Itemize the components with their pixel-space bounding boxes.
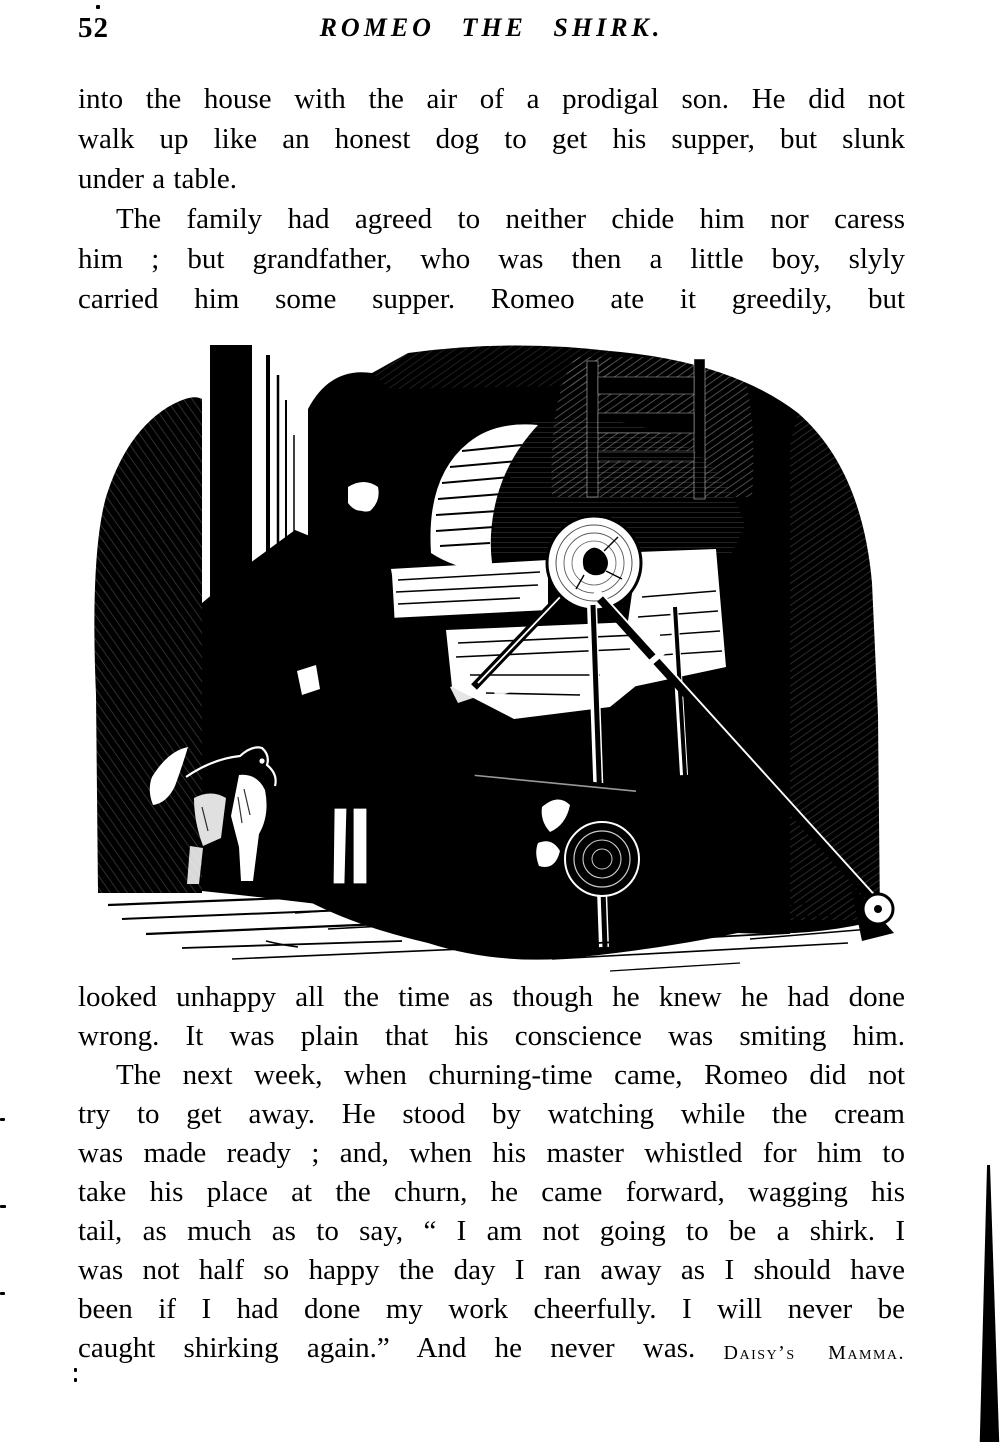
author-attribution: Daisy’s Mamma. — [723, 1342, 906, 1364]
page-number: 52 — [78, 12, 109, 44]
text-line: looked unhappy all the time as though he knew he had done — [78, 981, 905, 1013]
left-dark-mass — [94, 397, 202, 893]
ink-speck — [96, 5, 100, 9]
text-line: carried him some supper. Romeo ate it greedily, but — [78, 283, 905, 315]
ink-speck — [74, 1378, 77, 1382]
text-line: tail, as much as to say, “ I am not going to be a shirk. I — [78, 1215, 905, 1247]
text-block-lower — [78, 978, 905, 1368]
text-line: The family had agreed to neither chide him nor caress — [116, 203, 905, 235]
text-block-upper — [78, 79, 905, 319]
final-sentence: caught shirking again.” And he never was. — [78, 1332, 696, 1364]
text-line: The next week, when churning-time came, Romeo did not — [116, 1059, 905, 1091]
text-line: was made ready ; and, when his master whistled for him to — [78, 1137, 905, 1169]
running-title: ROMEO THE SHIRK. — [319, 13, 664, 42]
text-line: take his place at the churn, he came forward, wagging his — [78, 1176, 905, 1208]
flywheel — [547, 516, 641, 610]
ink-speck — [0, 1205, 6, 1208]
text-line: was not half so happy the day I ran away as I should have — [78, 1254, 905, 1286]
ink-speck — [0, 1292, 5, 1295]
text-line: walk up like an honest dog to get his supper, but slunk — [78, 123, 905, 155]
text-line: wrong. It was plain that his conscience was smiting him. — [78, 1020, 905, 1052]
scan-artifact-right-edge — [973, 1165, 1000, 1442]
text-line: try to get away. He stood by watching while the cream — [78, 1098, 905, 1130]
book-illustration — [90, 345, 900, 985]
text-line-final — [78, 1329, 905, 1368]
text-line: him ; but grandfather, who was then a little boy, slyly — [78, 243, 905, 275]
text-line: under a table. — [78, 163, 238, 195]
ink-speck — [74, 1368, 77, 1372]
text-line: into the house with the air of a prodigal son. He did not — [78, 83, 905, 115]
ink-speck — [0, 1118, 5, 1121]
text-line: been if I had done my work cheerfully. I will never be — [78, 1293, 905, 1325]
page-header — [78, 10, 905, 46]
